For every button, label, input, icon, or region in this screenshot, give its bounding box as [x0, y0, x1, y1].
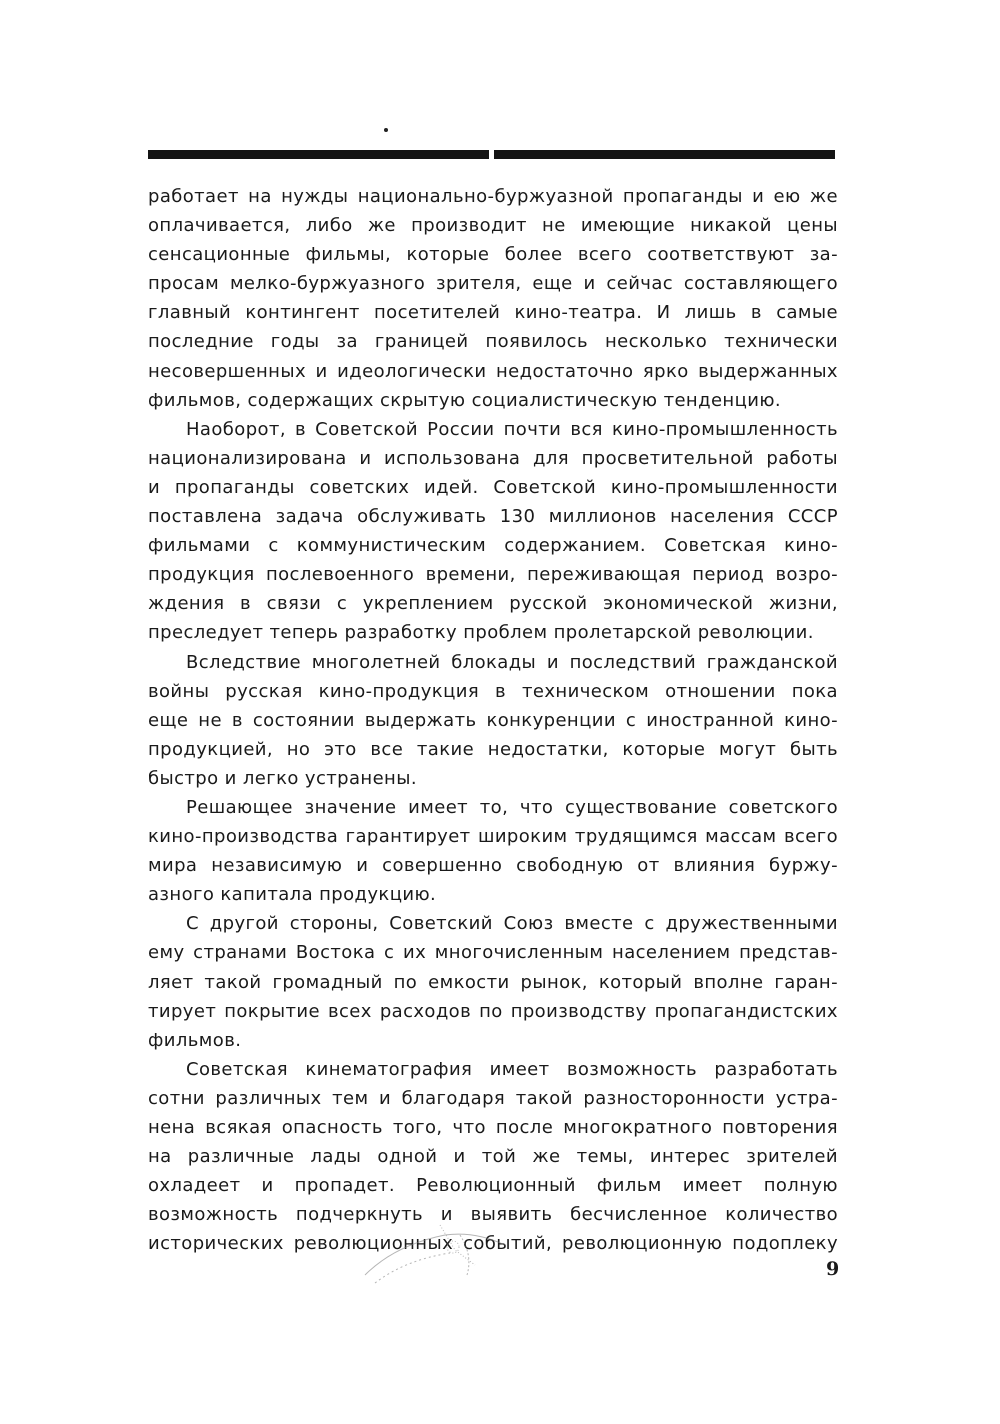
paragraph	[148, 793, 838, 909]
header-rule-left	[148, 150, 489, 159]
text-line: войны русская кино-продукция в техническом отношении пока	[148, 680, 838, 702]
text-line: азного капитала продукцию.	[148, 884, 437, 906]
text-line: просам мелко-буржуазного зрителя, еще и сейчас составляющего	[148, 273, 838, 295]
text-line: несовершенных и идеологически недостаточно ярко выдержанных	[148, 360, 838, 382]
text-line: фильмов.	[148, 1029, 242, 1051]
text-line: и пропаганды советских идей. Советской кино-промышленности	[148, 476, 838, 498]
text-line: сотни различных тем и благодаря такой разносторонности устра-	[148, 1087, 838, 1109]
ink-dot	[384, 128, 388, 132]
text-line: Наоборот, в Советской России почти вся кино-промышленность	[186, 418, 838, 440]
text-line: главный контингент посетителей кино-театра. И лишь в самые	[148, 302, 838, 324]
text-line: работает на нужды национально-буржуазной пропаганды и ею же	[148, 186, 838, 207]
text-line: оплачивается, либо же производит не имеющие никакой цены	[148, 215, 838, 237]
text-line: поставлена задача обслуживать 130 миллионов населения СССР	[148, 506, 838, 528]
paragraph	[148, 415, 838, 648]
header-rule-right	[494, 150, 835, 159]
text-line: Советская кинематография имеет возможность разработать	[186, 1058, 838, 1080]
text-line: фильмами с коммунистическим содержанием. Советская кино-	[148, 535, 838, 557]
text-line: возможность подчеркнуть и выявить бесчисленное количество	[148, 1204, 838, 1226]
text-line: ляет такой громадный по емкости рынок, который вполне гаран-	[148, 971, 838, 993]
text-line: нена всякая опасность того, что после многократного повторения	[148, 1117, 838, 1138]
text-line: национализирована и использована для просветительной работы	[148, 447, 838, 469]
text-line: фильмов, содержащих скрытую социалистическую тенденцию.	[148, 389, 782, 411]
text-line: ждения в связи с укреплением русской экономической жизни,	[148, 593, 838, 615]
text-line: мира независимую и совершенно свободную от влияния буржу-	[148, 855, 838, 877]
text-line: сенсационные фильмы, которые более всего соответствуют за-	[148, 244, 838, 266]
text-line: ему странами Востока с их многочисленным населением представ-	[148, 942, 838, 964]
paragraph	[148, 909, 838, 1054]
text-line: продукцией, но это все такие недостатки, которые могут быть	[148, 738, 838, 760]
text-line: еще не в состоянии выдержать конкуренции с иностранной кино-	[148, 709, 838, 731]
text-line: последние годы за границей появилось несколько технически	[148, 331, 838, 353]
text-line: Вследствие многолетней блокады и последствий гражданской	[186, 651, 838, 673]
text-line: преследует теперь разработку проблем пролетарской революции.	[148, 622, 814, 644]
paragraph	[148, 182, 838, 415]
library-stamp-smudge	[355, 1205, 515, 1290]
text-line: Решающее значение имеет то, что существование советского	[186, 796, 838, 818]
text-line: на различные лады одной и той же темы, интерес зрителей	[148, 1146, 838, 1168]
page-number: 9	[826, 1258, 840, 1280]
text-line: быстро и легко устранены.	[148, 767, 417, 789]
text-line: С другой стороны, Советский Союз вместе с дружественными	[186, 913, 838, 935]
text-line: тирует покрытие всех расходов по производству пропагандистских	[148, 1000, 838, 1022]
body-text	[148, 182, 838, 1258]
text-line: охладеет и пропадет. Революционный фильм имеет полную	[148, 1175, 838, 1197]
paragraph	[148, 648, 838, 793]
text-line: продукция послевоенного времени, переживающая период возро-	[148, 564, 838, 586]
text-line: исторических революционных событий, революционную подоплеку	[148, 1233, 838, 1255]
text-line: кино-производства гарантирует широким трудящимся массам всего	[148, 826, 838, 848]
